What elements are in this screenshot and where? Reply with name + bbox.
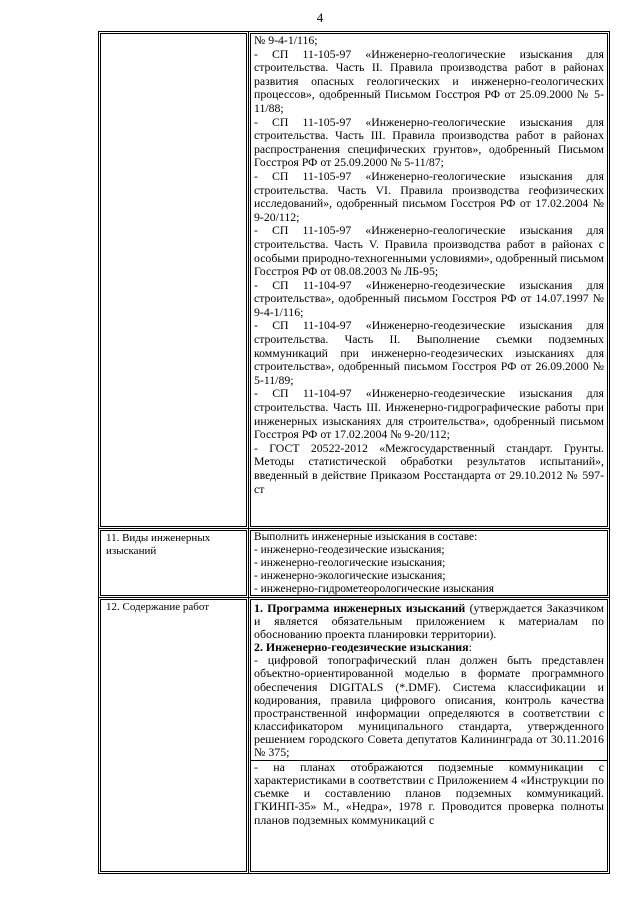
- list-intro: Выполнить инженерные изыскания в составе:: [254, 531, 478, 543]
- work-content-text: [250, 599, 608, 872]
- list-item: № 9-4-1/116;: [254, 33, 318, 47]
- program-text: (утверждается Заказчиком и является обязательным приложением к материалам по обоснованию проекта планировки территории).: [254, 601, 604, 642]
- row-label-empty: [100, 33, 247, 527]
- list-item: - СП 11-104-97 «Инженерно-геодезические изыскания для строительства», одобренный письмом Госстроя РФ от 14.07.1997 № 9-4-1/116;: [254, 277, 604, 319]
- list-item: - СП 11-104-97 «Инженерно-геодезические изыскания для строительства. Часть II. Выполнение съемки подземных коммуникаций при инженерно-геодезических изысканиях для строительства», одобренный письмом Госстроя РФ от 26.09.2000 № 5-11/89;: [254, 318, 604, 387]
- list-item: - инженерно-геологические изыскания;: [254, 557, 446, 570]
- terms-of-reference-table: [98, 31, 610, 874]
- list-item: - СП 11-105-97 «Инженерно-геологические изыскания для строительства. Часть V. Правила производства работ в районах с особыми природно-техногенными условиями», одобренный письмом Госстроя РФ от 08.08.2003 № ЛБ-95;: [254, 223, 604, 279]
- geodesy-paragraph-1: - цифровой топографический план должен быть представлен объектно-ориентированной моделью в формате программного обеспечения DIGITALS (*.DMF). Система классификации и кодирования, правила цифрового описания, контроль качества пространственной информации определяются в соответствии с классификатором муниципального стандарта, утвержденного решением городского Совета депутатов Калининграда от 30.11.2016 № 375;: [254, 653, 604, 760]
- list-item: - ГОСТ 20522-2012 «Межгосударственный стандарт. Грунты. Методы статистической обработки результатов испытаний», введенный в действие Приказом Росстандарта от 29.10.2012 № 597-ст: [254, 440, 604, 496]
- list-item: - инженерно-геодезические изыскания;: [254, 544, 445, 557]
- program-paragraph: [254, 602, 604, 641]
- list-item: - инженерно-гидрометеорологические изыскания: [254, 583, 494, 596]
- row-content-cell: [249, 529, 610, 598]
- row-label-cell: [99, 529, 249, 598]
- page-number: 4: [316, 10, 324, 25]
- row-content-cell: [249, 598, 610, 874]
- program-heading: 1. Программа инженерных изысканий: [254, 601, 466, 615]
- list-item: - инженерно-экологические изыскания;: [254, 570, 446, 583]
- row-content-cell: [249, 32, 610, 529]
- normative-documents-list: [250, 33, 608, 527]
- row-label-cell: [99, 598, 249, 874]
- list-item: - СП 11-104-97 «Инженерно-геодезические изыскания для строительства. Часть III. Инженерно-гидрографические работы при инженерных изысканиях для строительства», одобренный письмом Госстроя РФ от 17.02.2004 № 9-20/112;: [254, 386, 604, 442]
- list-item: - СП 11-105-97 «Инженерно-геологические изыскания для строительства. Часть II. Правила производства работ в районах развития опасных геологических и инженерно-геологических процессов», одобренный Письмом Госстроя РФ от 25.09.2000 № 5-11/88;: [254, 46, 604, 115]
- list-item: - СП 11-105-97 «Инженерно-геологические изыскания для строительства. Часть III. Правила производства работ в районах распространения специфических грунтов», одобренный Письмом Госстроя РФ от 25.09.2000 № 5-11/87;: [254, 114, 604, 170]
- list-item: - СП 11-105-97 «Инженерно-геологические изыскания для строительства. Часть VI. Правила производства геофизических исследований», одобренный письмом Госстроя РФ от 17.02.2004 № 9-20/112;: [254, 168, 604, 224]
- table-row-continuation: [99, 32, 610, 529]
- table-row-survey-types: [99, 529, 610, 598]
- survey-types-list: [250, 530, 608, 596]
- geodesy-paragraph-2: - на планах отображаются подземные коммуникации с характеристиками в соответствии с Приложением 4 «Инструкции по съемке и составлению планов подземных коммуникаций. ГКИНП-35» М., «Недра», 1978 г. Проводится проверка полноты планов подземных коммуникаций с: [251, 760, 607, 826]
- row-label: 11. Виды инженерных изысканий: [100, 530, 247, 596]
- geodesy-heading: 2. Инженерно-геодезические изыскания: [254, 640, 469, 655]
- heading-colon: :: [468, 640, 472, 655]
- row-label: 12. Содержание работ: [100, 599, 247, 872]
- row-label-cell: [99, 32, 249, 529]
- table-row-work-content: [99, 598, 610, 874]
